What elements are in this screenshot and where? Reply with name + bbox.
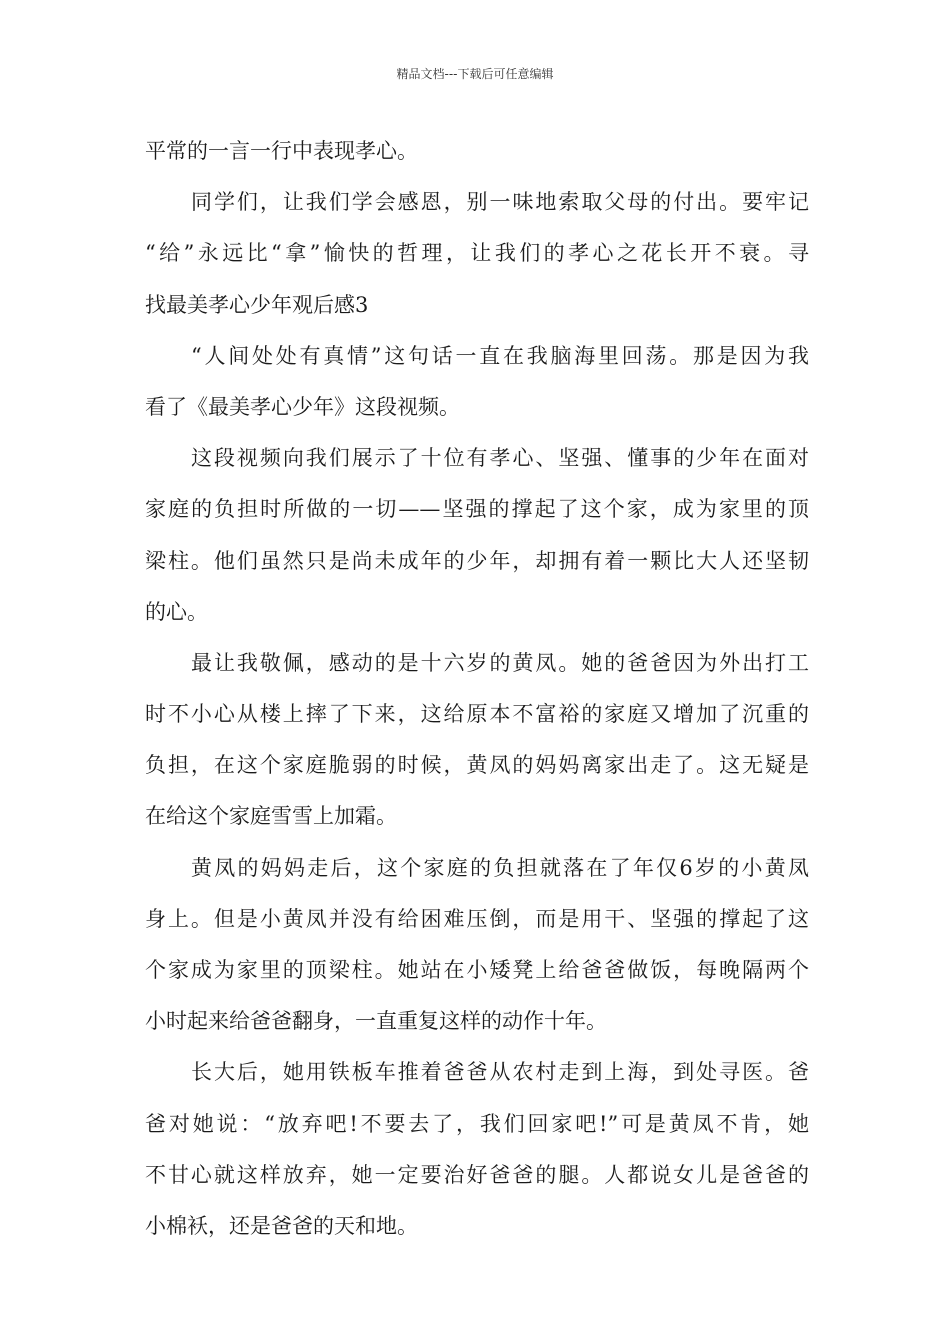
text-line: 看了《最美孝心少年》这段视频。 [145, 394, 460, 419]
text-line: “给”永远比“拿”愉快的哲理，让我们的孝心之花长开不衰。寻 [145, 241, 809, 266]
text-line: 这段视频向我们展示了十位有孝心、坚强、懂事的少年在面对 [191, 446, 809, 471]
text-line: 梁柱。他们虽然只是尚未成年的少年，却拥有着一颗比大人还坚韧 [145, 548, 809, 573]
text-line: 身上。但是小黄凤并没有给困难压倒，而是用干、坚强的撑起了这 [145, 906, 809, 931]
text-line: 的心。 [145, 599, 208, 624]
text-line: 负担，在这个家庭脆弱的时候，黄凤的妈妈离家出走了。这无疑是 [145, 753, 809, 778]
text-line: 爸对她说：“放弃吧!不要去了，我们回家吧!”可是黄凤不肯，她 [145, 1111, 809, 1136]
text-line: 小棉袄，还是爸爸的天和地。 [145, 1213, 418, 1238]
text-line: 平常的一言一行中表现孝心。 [145, 139, 418, 163]
text-line: 家庭的负担时所做的一切——坚强的撑起了这个家，成为家里的顶 [145, 497, 809, 522]
text-line: 长大后，她用铁板车推着爸爸从农村走到上海，到处寻医。爸 [191, 1060, 809, 1085]
page-header: 精品文档---下载后可任意编辑 [396, 67, 554, 81]
text-line: 黄凤的妈妈走后，这个家庭的负担就落在了年仅6岁的小黄凤 [191, 855, 809, 880]
text-line: 个家成为家里的顶梁柱。她站在小矮凳上给爸爸做饭，每晚隔两个 [145, 958, 809, 982]
document-body [145, 126, 809, 1252]
text-line: 在给这个家庭雪雪上加霜。 [145, 804, 397, 829]
text-line: 不甘心就这样放弃，她一定要治好爸爸的腿。人都说女儿是爸爸的 [145, 1162, 809, 1187]
text-line: 找最美孝心少年观后感3 [145, 292, 369, 317]
text-line: 同学们，让我们学会感恩，别一味地索取父母的付出。要牢记 [191, 190, 809, 215]
text-line: 小时起来给爸爸翻身，一直重复这样的动作十年。 [145, 1009, 607, 1034]
text-line: 最让我敬佩，感动的是十六岁的黄凤。她的爸爸因为外出打工 [191, 650, 809, 675]
text-line: “人间处处有真情”这句话一直在我脑海里回荡。那是因为我 [191, 343, 809, 368]
text-line: 时不小心从楼上摔了下来，这给原本不富裕的家庭又增加了沉重的 [145, 702, 809, 727]
